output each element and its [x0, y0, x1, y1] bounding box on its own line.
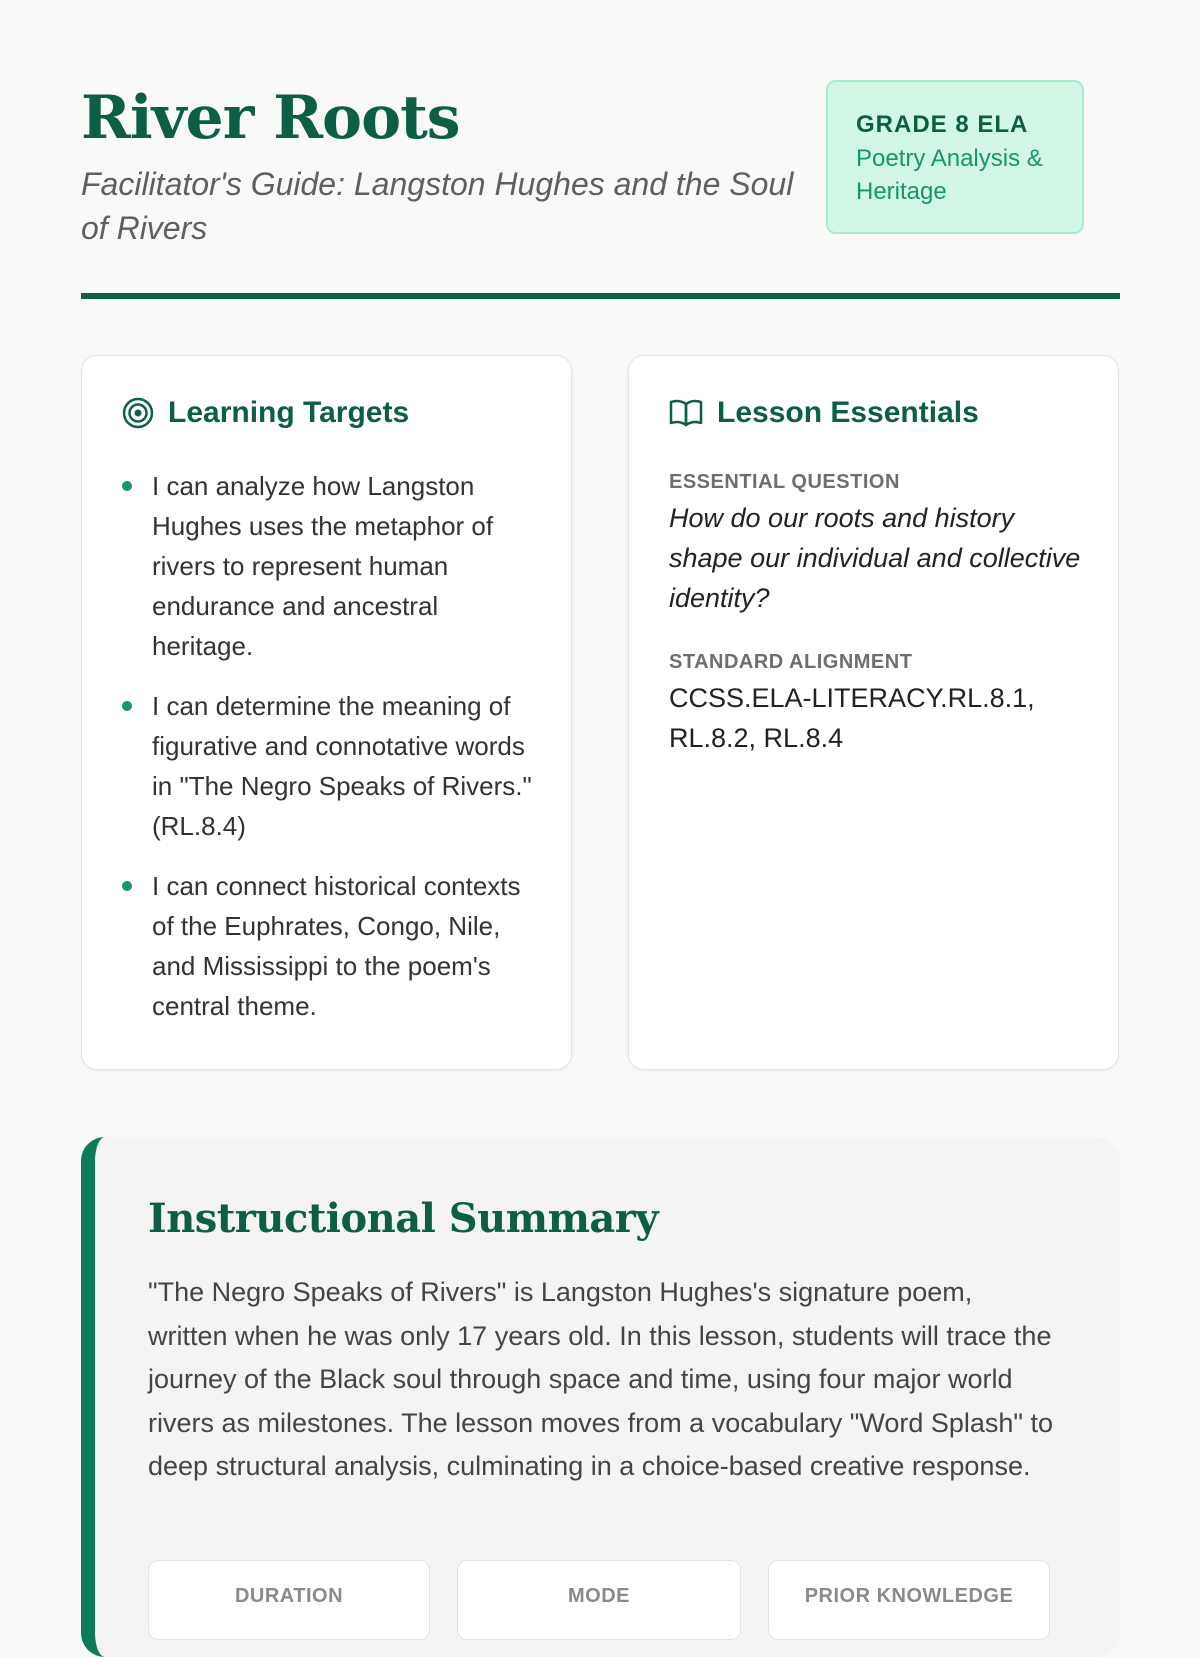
mode-box	[457, 1560, 741, 1640]
grade-badge	[826, 80, 1084, 234]
duration-label: DURATION	[234, 1585, 344, 1607]
book-icon	[669, 398, 703, 428]
summary-title: Instructional Summary	[148, 1195, 659, 1242]
list-item: I can analyze how Langston Hughes uses the metaphor of rivers to represent human endurance and ancestral heritage.	[122, 466, 542, 666]
standard-alignment-label: STANDARD ALIGNMENT	[669, 651, 913, 673]
learning-targets-title: Learning Targets	[168, 396, 410, 429]
standard-alignment: CCSS.ELA-LITERACY.RL.8.1, RL.8.2, RL.8.4	[669, 683, 1035, 753]
learning-targets-header	[122, 396, 409, 430]
essential-question: How do our roots and history shape our individual and collective identity?	[669, 503, 1081, 613]
lesson-essentials-card	[628, 355, 1119, 1070]
list-item: I can connect historical contexts of the Euphrates, Congo, Nile, and Mississippi to the poem's central theme.	[122, 866, 542, 1026]
lesson-essentials-body	[669, 466, 1089, 758]
header-divider	[81, 293, 1120, 299]
mode-label: MODE	[568, 1585, 630, 1607]
page-subtitle: Facilitator's Guide: Langston Hughes and the Soul of Rivers	[81, 166, 794, 246]
topic-label: Poetry Analysis & Heritage	[856, 145, 1043, 205]
lesson-essentials-header	[669, 396, 979, 430]
page-title: River Roots	[81, 83, 460, 153]
lesson-guide-page	[81, 0, 1120, 1607]
instructional-summary	[81, 1137, 1120, 1657]
list-item: I can determine the meaning of figurative and connotative words in "The Negro Speaks of Rivers." (RL.8.4)	[122, 686, 542, 846]
lesson-essentials-title: Lesson Essentials	[717, 396, 979, 429]
learning-targets-list	[122, 466, 542, 1046]
essential-question-label: ESSENTIAL QUESTION	[669, 471, 900, 493]
prior-knowledge-box	[768, 1560, 1050, 1640]
duration-box	[148, 1560, 430, 1640]
grade-label: GRADE 8 ELA	[856, 111, 1029, 138]
summary-text: "The Negro Speaks of Rivers" is Langston Hughes's signature poem, written when he was only 17 years old. In this lesson, students will trace the journey of the Black soul through space and time, using four major world rivers as milestones. The lesson moves from a vocabulary "Word Splash" to deep structural analysis, culminating in a choice-based creative response.	[148, 1277, 1054, 1481]
prior-knowledge-label: PRIOR KNOWLEDGE	[804, 1585, 1014, 1607]
learning-targets-card	[81, 355, 572, 1070]
target-icon	[122, 397, 154, 429]
